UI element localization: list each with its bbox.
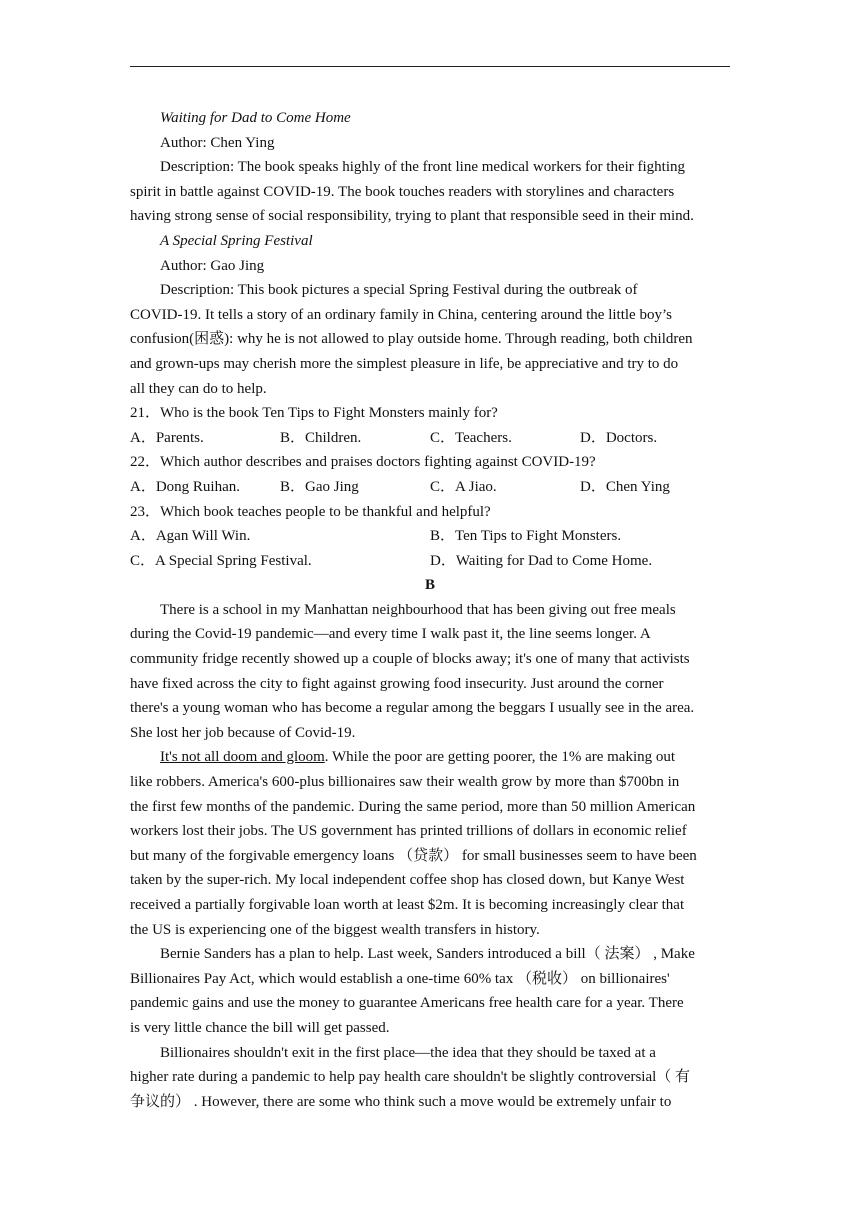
paragraph-line: Billionaires Pay Act, which would establish a one-time 60% tax （税收） on billionaires' bbox=[130, 970, 670, 987]
option-a: A．Dong Ruihan. bbox=[130, 478, 240, 495]
question-options bbox=[130, 475, 730, 500]
paragraph-line: There is a school in my Manhattan neighbourhood that has been giving out free meals bbox=[160, 601, 676, 618]
book-author: Author: Chen Ying bbox=[160, 134, 275, 151]
paragraph-line: but many of the forgivable emergency loans （贷款） for small businesses seem to have been bbox=[130, 847, 697, 864]
book-description-line: COVID-19. It tells a story of an ordinary family in China, centering around the little boy’s bbox=[130, 306, 672, 323]
book-title: A Special Spring Festival bbox=[160, 232, 313, 249]
option-d: D．Waiting for Dad to Come Home. bbox=[430, 552, 653, 569]
option-b: B．Gao Jing bbox=[280, 478, 359, 495]
question-stem: 23．Which book teaches people to be thankful and helpful? bbox=[130, 503, 491, 520]
paragraph-line: workers lost their jobs. The US government has printed trillions of dollars in economic relief bbox=[130, 823, 687, 840]
paragraph-line: during the Covid-19 pandemic—and every time I walk past it, the line seems longer. A bbox=[130, 626, 651, 643]
paragraph-line: have fixed across the city to fight against growing food insecurity. Just around the corner bbox=[130, 675, 664, 692]
question-options bbox=[130, 549, 730, 574]
paragraph-line: 争议的） . However, there are some who think such a move would be extremely unfair to bbox=[130, 1093, 672, 1110]
book-description-line: Description: This book pictures a special Spring Festival during the outbreak of bbox=[160, 282, 638, 299]
question-stem: 21．Who is the book Ten Tips to Fight Monsters mainly for? bbox=[130, 405, 498, 422]
paragraph-text: . While the poor are getting poorer, the 1% are making out bbox=[324, 749, 676, 766]
paragraph-line: received a partially forgivable loan worth at least $2m. It is becoming increasingly clear that bbox=[130, 897, 685, 913]
underlined-phrase: It's not all doom and gloom bbox=[160, 749, 325, 766]
paragraph-line: community fridge recently showed up a couple of blocks away; it's one of many that activists bbox=[130, 651, 690, 668]
section-heading: B bbox=[424, 577, 435, 594]
question-options bbox=[130, 426, 730, 451]
book-description-line: all they can do to help. bbox=[130, 380, 267, 397]
paragraph-line: higher rate during a pandemic to help pay health care shouldn't be slightly controversial（ 有 bbox=[130, 1069, 691, 1086]
paragraph-line: taken by the super-rich. My local independent coffee shop has closed down, but Kanye West bbox=[130, 872, 685, 889]
option-d: D．Chen Ying bbox=[580, 478, 670, 495]
option-c: C．A Jiao. bbox=[430, 478, 497, 495]
book-description-line: confusion(困惑): why he is not allowed to play outside home. Through reading, both children bbox=[130, 331, 693, 348]
option-a: A．Agan Will Win. bbox=[130, 528, 251, 545]
paragraph-line: Bernie Sanders has a plan to help. Last week, Sanders introduced a bill（ 法案） , Make bbox=[160, 946, 695, 963]
paragraph-line: the first few months of the pandemic. During the same period, more than 50 million American bbox=[130, 798, 696, 815]
paragraph-line bbox=[130, 745, 730, 770]
option-a: A．Parents. bbox=[130, 429, 204, 446]
content bbox=[130, 106, 730, 1114]
book-title: Waiting for Dad to Come Home bbox=[160, 110, 351, 126]
book-description-line: Description: The book speaks highly of the front line medical workers for their fighting bbox=[160, 159, 686, 176]
paragraph-line: She lost her job because of Covid-19. bbox=[130, 724, 356, 741]
book-description-line: spirit in battle against COVID-19. The book touches readers with storylines and characters bbox=[130, 183, 675, 200]
paragraph-line: there's a young woman who has become a regular among the beggars I usually see in the area. bbox=[130, 700, 695, 717]
option-b: B．Ten Tips to Fight Monsters. bbox=[430, 528, 622, 545]
paragraph-line: is very little chance the bill will get passed. bbox=[130, 1019, 390, 1036]
book-author: Author: Gao Jing bbox=[160, 257, 265, 274]
question-stem: 22．Which author describes and praises doctors fighting against COVID-19? bbox=[130, 454, 596, 471]
option-d: D．Doctors. bbox=[580, 429, 658, 446]
question-options bbox=[130, 524, 730, 549]
book-description-line: having strong sense of social responsibility, trying to plant that responsible seed in their mind. bbox=[130, 208, 694, 225]
paragraph-line: like robbers. America's 600-plus billionaires saw their wealth grow by more than $700bn in bbox=[130, 774, 680, 791]
header-rule bbox=[130, 66, 730, 67]
paragraph-line: pandemic gains and use the money to guarantee Americans free health care for a year. There bbox=[130, 995, 684, 1012]
option-c: C．A Special Spring Festival. bbox=[130, 552, 312, 569]
option-c: C．Teachers. bbox=[430, 429, 512, 446]
paragraph-line: the US is experiencing one of the biggest wealth transfers in history. bbox=[130, 921, 540, 938]
paragraph-line: Billionaires shouldn't exit in the first place—the idea that they should be taxed at a bbox=[160, 1044, 656, 1061]
option-b: B．Children. bbox=[280, 429, 362, 446]
book-description-line: and grown-ups may cherish more the simplest pleasure in life, be appreciative and try to do bbox=[130, 355, 679, 372]
